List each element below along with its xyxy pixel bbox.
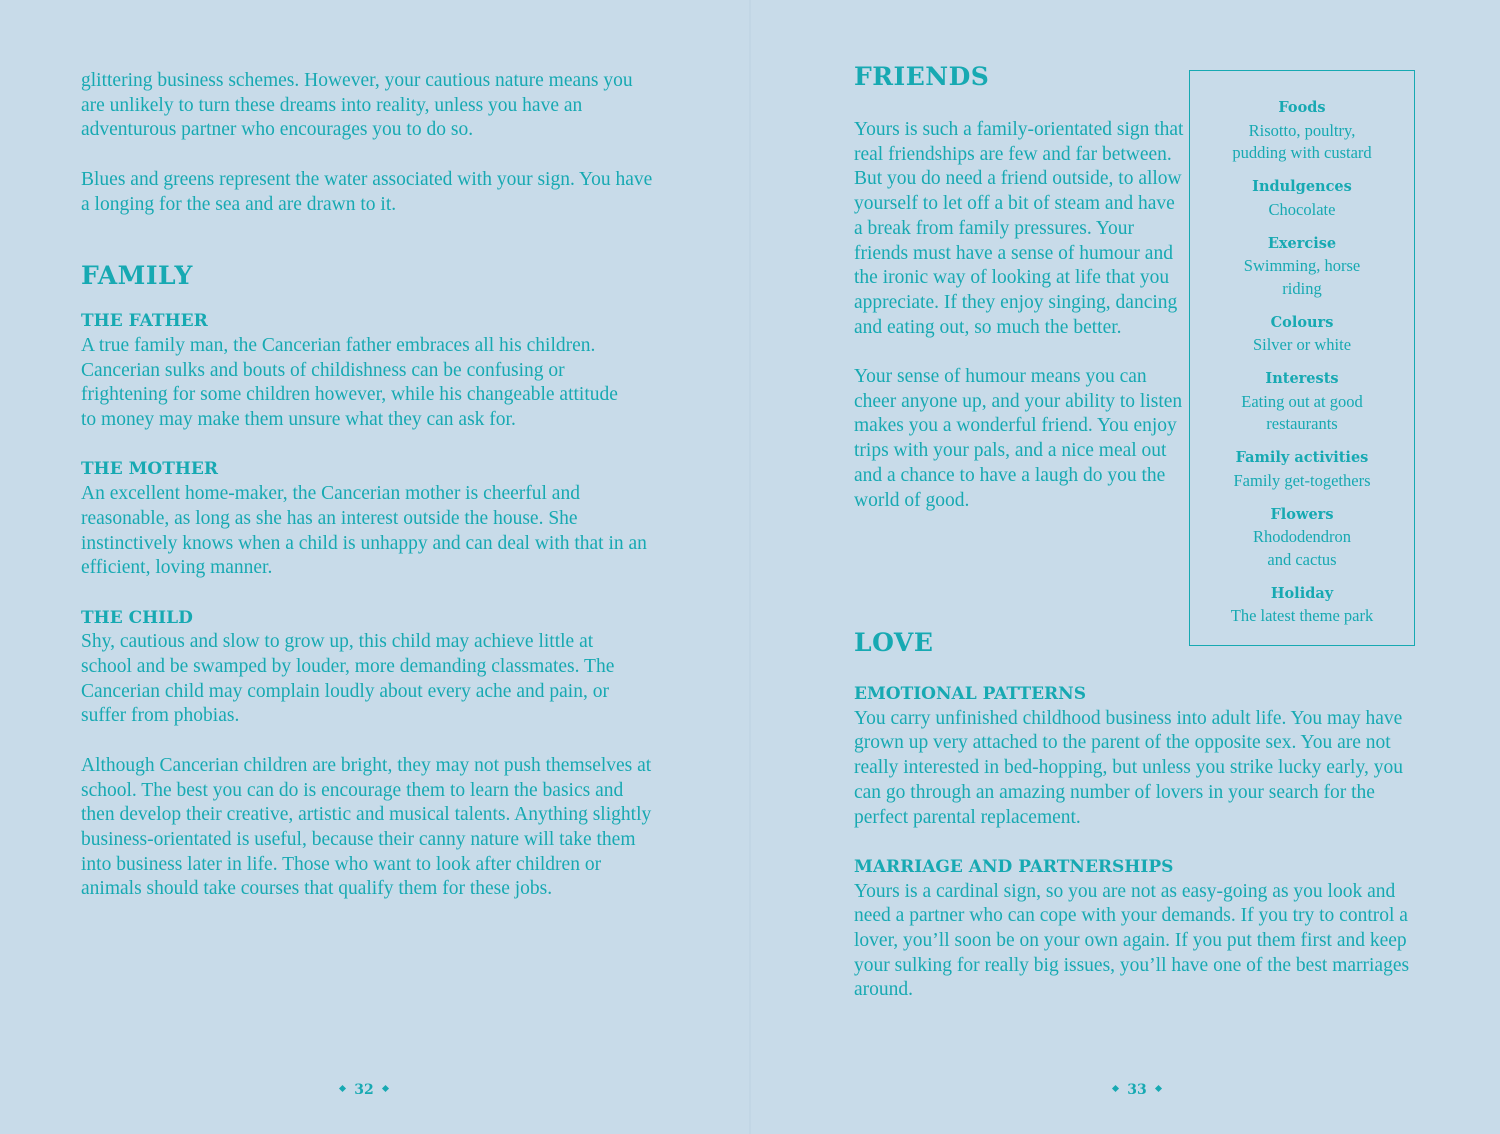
- fact-label: Foods: [1278, 99, 1326, 116]
- fact-item: [1190, 312, 1414, 357]
- love-heading: LOVE: [854, 628, 934, 657]
- child-text-2: Although Cancerian children are bright, they may not push themselves at school. The best you can do is encourage them to learn the basics and then develop their creative, artistic and musical talents. Anything slightly business-orientated is useful, because their canny nature will take them into business later in life. Those who want to look after children or animals should take courses that qualify them for these jobs.: [81, 754, 652, 900]
- friends-section: [854, 62, 1184, 538]
- family-heading: FAMILY: [81, 261, 193, 291]
- fact-value: riding: [1282, 278, 1322, 298]
- page-number-left: 32: [314, 1082, 414, 1098]
- fact-value: restaurants: [1266, 414, 1338, 433]
- father-heading: THE FATHER: [81, 311, 208, 332]
- fact-value: Risotto, poultry,: [1248, 120, 1356, 140]
- friends-text-2: Your sense of humour means you can cheer anyone up, and your ability to listen makes you a wonderful friend. You enjoy trips with your pals, and a nice meal out and a chance to have a laugh do you the world of good.: [854, 366, 1183, 511]
- child-text: Shy, cautious and slow to grow up, this child may achieve little at school and be swamped by louder, more demanding classmates. The Cancerian child may complain loudly about every ache and pain, or suffer from phobias.: [81, 631, 615, 727]
- fact-item: [1190, 447, 1414, 492]
- love-section: [854, 628, 1429, 1028]
- fact-value: Family get-togethers: [1233, 470, 1371, 490]
- father-text: A true family man, the Cancerian father embraces all his children. Cancerian sulks and bouts of childishness can be confusing or frightening for some children however, while his changeable attitude to money may make them unsure what they can ask for.: [81, 334, 618, 431]
- fact-label: Flowers: [1270, 505, 1334, 523]
- mother-heading: THE MOTHER: [81, 459, 219, 480]
- diamond-icon: [339, 1085, 346, 1092]
- left-text-column: [81, 69, 661, 927]
- diamond-icon: [1155, 1085, 1162, 1092]
- fact-value: and cactus: [1267, 549, 1337, 569]
- fact-value: Rhododendron: [1252, 527, 1352, 546]
- fact-label: Exercise: [1267, 234, 1337, 252]
- fact-label: Indulgences: [1252, 178, 1352, 195]
- friends-heading: FRIENDS: [854, 62, 990, 91]
- left-page: [0, 0, 749, 1134]
- page-number-right: 33: [1087, 1082, 1187, 1098]
- fact-label: Colours: [1270, 313, 1334, 331]
- sign-facts-box: [1189, 70, 1415, 646]
- fact-value: pudding with custard: [1232, 143, 1372, 162]
- marriage-heading: MARRIAGE AND PARTNERSHIPS: [854, 856, 1174, 877]
- fact-value: Eating out at good: [1241, 391, 1363, 411]
- right-page: [751, 0, 1500, 1134]
- child-heading: THE CHILD: [81, 607, 193, 628]
- fact-label: Interests: [1265, 370, 1339, 387]
- fact-item: [1190, 368, 1414, 436]
- diamond-icon: [1112, 1085, 1119, 1092]
- fact-item: [1190, 97, 1414, 165]
- fact-value: Chocolate: [1268, 199, 1336, 219]
- intro-paragraph-1: glittering business schemes. However, your cautious nature means you are unlikely to turn these dreams into reality, unless you have an adventurous partner who encourages you to do so.: [81, 70, 633, 141]
- fact-label: Holiday: [1270, 584, 1334, 602]
- intro-paragraph-2: Blues and greens represent the water associated with your sign. You have a longing for the sea and are drawn to it.: [81, 168, 653, 215]
- fact-value: Silver or white: [1252, 335, 1352, 354]
- fact-label: Family activities: [1235, 449, 1369, 466]
- emotional-patterns-text: You carry unfinished childhood business into adult life. You may have grown up very attached to the parent of the opposite sex. You are not really interested in bed-hopping, but unless you strike lucky early, you can go through an amazing number of lovers in your search for the perfect parental replacement.: [854, 707, 1403, 828]
- fact-value: The latest theme park: [1230, 606, 1374, 625]
- fact-item: [1190, 583, 1414, 628]
- diamond-icon: [382, 1085, 389, 1092]
- fact-item: [1190, 504, 1414, 572]
- fact-item: [1190, 176, 1414, 221]
- fact-value: Swimming, horse: [1243, 256, 1361, 275]
- friends-text-1: Yours is such a family-orientated sign that real friendships are few and far between. But you do need a friend outside, to allow yourself to let off a bit of steam and have a break from family pressures. Your friends must have a sense of humour and the ironic way of looking at life that you appreciate. If they enjoy singing, dancing and eating out, so much the better.: [854, 119, 1184, 338]
- mother-text: An excellent home-maker, the Cancerian mother is cheerful and reasonable, as long as she has an interest outside the house. She instinctively knows when a child is unhappy and can deal with that in an efficient, loving manner.: [81, 483, 647, 579]
- emotional-patterns-heading: EMOTIONAL PATTERNS: [854, 684, 1086, 704]
- marriage-text: Yours is a cardinal sign, so you are not as easy-going as you look and need a partner who can cope with your demands. If you try to control a lover, you’ll soon be on your own again. If you put them first and keep your sulking for really big issues, you’ll have one of the best marriages around.: [854, 880, 1410, 1001]
- fact-item: [1190, 233, 1414, 301]
